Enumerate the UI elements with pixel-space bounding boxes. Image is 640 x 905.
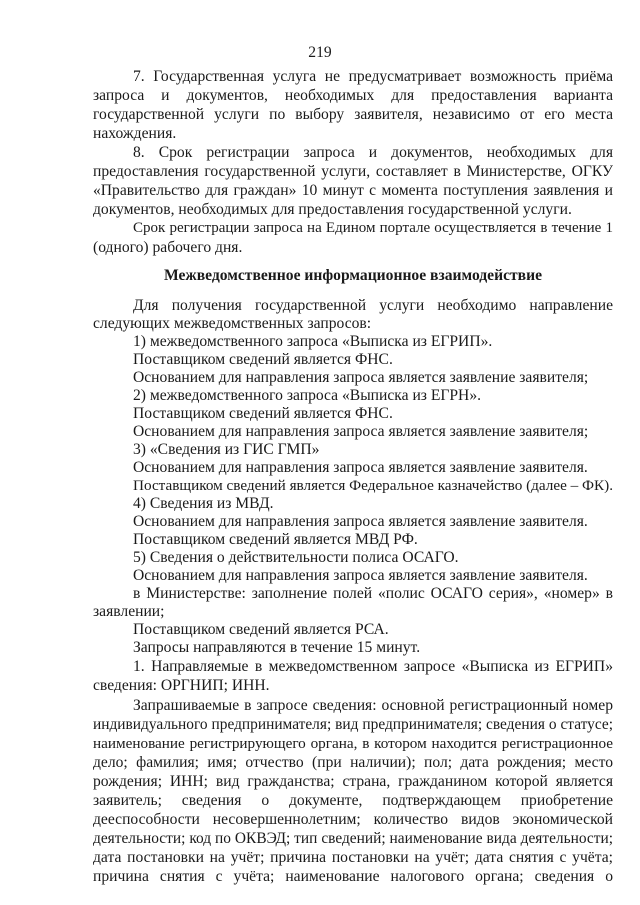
text-line: 8. Срок регистрации запроса и документов, необходимых для	[133, 144, 613, 161]
text-line: Основанием для направления запроса является заявление заявителя.	[133, 459, 588, 476]
text-line: «Правительство для граждан» 10 минут с момента поступления заявления и	[93, 182, 613, 199]
text-line: 7. Государственная услуга не предусматривает возможность приёма	[133, 68, 613, 85]
text-line: сведения: ОРГНИП; ИНН.	[93, 677, 270, 694]
text-line: государственной услуги по выбору заявителя, независимо от его места	[93, 106, 613, 123]
text-line: нахождения.	[93, 125, 177, 142]
text-line: Запрашиваемые в запросе сведения: основной регистрационный номер	[133, 697, 613, 714]
text-line: Поставщиком сведений является РСА.	[133, 621, 389, 638]
text-line: заявлении;	[93, 603, 165, 620]
page-number: 219	[308, 44, 332, 61]
text-line: рождения; ИНН; вид гражданства; страна, гражданином которой является	[93, 773, 613, 790]
text-line: Срок регистрации запроса на Едином портале осуществляется в течение 1	[133, 220, 613, 236]
text-line: Основанием для направления запроса является заявление заявителя.	[133, 567, 588, 584]
list-item: 5) Сведения о действительности полиса ОСАГО.	[133, 549, 459, 566]
text-line: Поставщиком сведений является ФНС.	[133, 351, 393, 368]
list-item: 1) межведомственного запроса «Выписка из ЕГРИП».	[133, 333, 493, 350]
text-line: дата постановки на учёт; причина постановки на учёт; дата снятия с учёта;	[93, 849, 613, 866]
text-line: Основанием для направления запроса является заявление заявителя;	[133, 423, 589, 440]
text-line: Запросы направляются в течение 15 минут.	[133, 639, 421, 656]
text-line: запроса и документов, необходимых для предоставления варианта	[93, 87, 613, 104]
text-line: Поставщиком сведений является Федеральное казначейство (далее – ФК).	[133, 477, 613, 494]
text-line: заявитель; сведения о документе, подтверждающем приобретение	[93, 792, 613, 809]
text-line: дееспособности несовершеннолетним; количество видов экономической	[93, 811, 613, 828]
text-line: Основанием для направления запроса является заявление заявителя.	[133, 513, 588, 530]
text-line: наименование регистрирующего органа, в котором находится регистрационное	[93, 735, 613, 752]
text-line: документов, необходимых для предоставления государственной услуги.	[93, 201, 572, 218]
text-line: Поставщиком сведений является ФНС.	[133, 405, 393, 422]
text-line: Основанием для направления запроса является заявление заявителя;	[133, 369, 589, 386]
text-line: в Министерстве: заполнение полей «полис ОСАГО серия», «номер» в	[133, 585, 613, 602]
text-line: следующих межведомственных запросов:	[93, 315, 372, 332]
text-line: индивидуального предпринимателя; вид предпринимателя; сведения о статусе;	[93, 716, 613, 733]
text-line: 1. Направляемые в межведомственном запросе «Выписка из ЕГРИП»	[133, 658, 613, 675]
list-item: 4) Сведения из МВД.	[133, 495, 274, 512]
text-line: Поставщиком сведений является МВД РФ.	[133, 531, 418, 548]
text-line: причина снятия с учёта; наименование налогового органа; сведения о	[93, 868, 613, 885]
list-item: 3) «Сведения из ГИС ГМП»	[133, 441, 320, 458]
section-heading: Межведомственное информационное взаимодействие	[164, 267, 542, 284]
text-line: дело; фамилия; имя; отчество (при наличии); пол; дата рождения; место	[93, 754, 613, 771]
text-line: Для получения государственной услуги необходимо направление	[133, 297, 613, 314]
text-line: (одного) рабочего дня.	[93, 239, 243, 256]
text-line: деятельности; код по ОКВЭД; тип сведений; наименование вида деятельности;	[93, 830, 613, 847]
text-line: предоставления государственной услуги, составляет в Министерстве, ОГКУ	[93, 163, 613, 180]
list-item: 2) межведомственного запроса «Выписка из ЕГРН».	[133, 387, 482, 404]
